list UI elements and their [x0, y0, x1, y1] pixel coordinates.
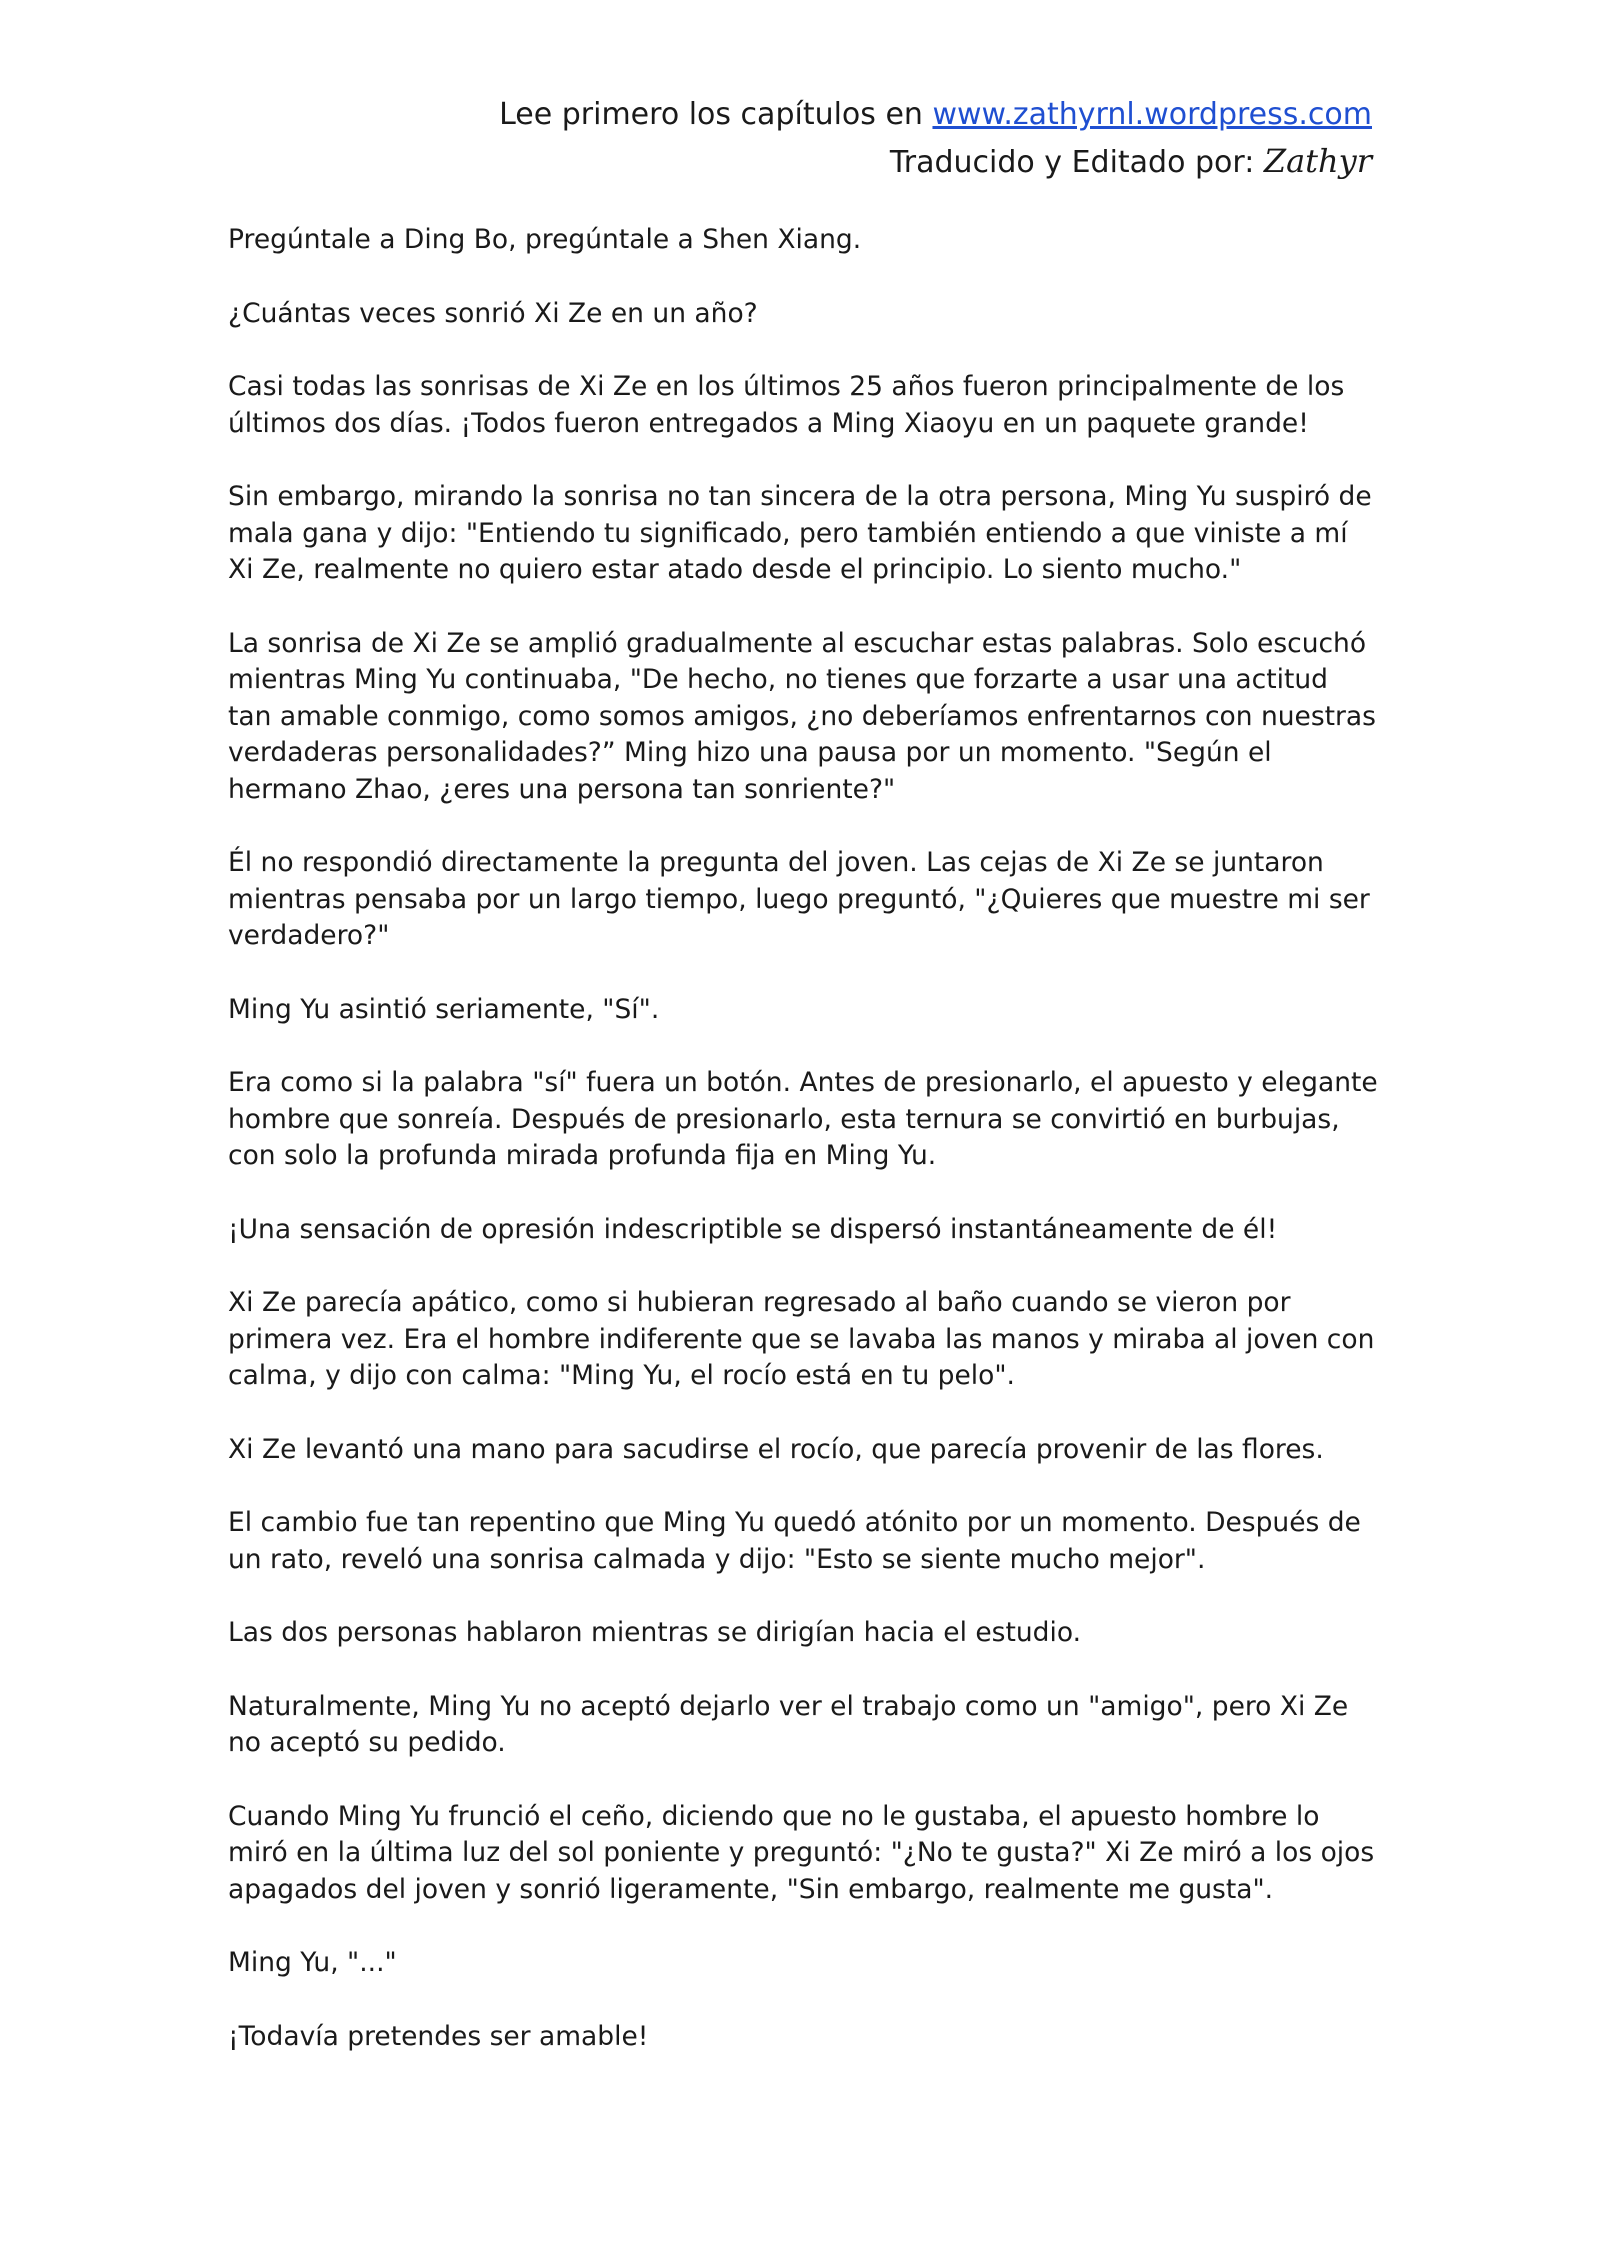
translator-name: Zathyr [1263, 142, 1372, 180]
paragraph: Era como si la palabra "sí" fuera un botón. Antes de presionarlo, el apuesto y elegante hombre que sonreía. Después de presionarlo, esta ternura se convirtió en burbujas, con solo la profunda mirada profunda fija en Ming Yu. [228, 1067, 1378, 1171]
paragraph: Pregúntale a Ding Bo, pregúntale a Shen Xiang. [228, 224, 862, 255]
paragraph: La sonrisa de Xi Ze se amplió gradualmente al escuchar estas palabras. Solo escuchó mientras Ming Yu continuaba, "De hecho, no tienes que forzarte a usar una actitud tan amable conmigo, como somos amigos, ¿no deberíamos enfrentarnos con nuestras verdaderas personalidades?” Ming hizo una pausa por un momento. "Según el hermano Zhao, ¿eres una persona tan sonriente?" [228, 627, 1376, 805]
paragraph: Xi Ze parecía apático, como si hubieran regresado al baño cuando se vieron por primera vez. Era el hombre indiferente que se lavaba las manos y miraba al joven con calma, y dijo con calma: "Ming Yu, el rocío está en tu pelo". [228, 1287, 1375, 1391]
read-first-text: Lee primero los capítulos en [499, 97, 933, 132]
paragraph: Casi todas las sonrisas de Xi Ze en los últimos 25 años fueron principalmente de los últimos dos días. ¡Todos fueron entregados a Ming Xiaoyu en un paquete grande! [228, 371, 1345, 439]
paragraph: Sin embargo, mirando la sonrisa no tan sincera de la otra persona, Ming Yu suspiró de mala gana y dijo: "Entiendo tu significado, pero también entiendo a que viniste a mí Xi Ze, realmente no quiero estar atado desde el principio. Lo siento mucho." [228, 481, 1372, 585]
blog-link[interactable]: www.zathyrnl.wordpress.com [932, 97, 1372, 132]
page-header [499, 92, 1372, 186]
paragraph: Las dos personas hablaron mientras se dirigían hacia el estudio. [228, 1617, 1082, 1648]
paragraph: Naturalmente, Ming Yu no aceptó dejarlo ver el trabajo como un "amigo", pero Xi Ze no aceptó su pedido. [228, 1690, 1349, 1758]
paragraph: Xi Ze levantó una mano para sacudirse el rocío, que parecía provenir de las flores. [228, 1433, 1324, 1465]
paragraph: ¡Todavía pretendes ser amable! [228, 2020, 649, 2052]
paragraph: Ming Yu asintió seriamente, "Sí". [228, 993, 660, 1025]
paragraph: ¡Una sensación de opresión indescriptible se dispersó instantáneamente de él! [228, 1213, 1278, 1245]
paragraph: Él no respondió directamente la pregunta del joven. Las cejas de Xi Ze se juntaron mientras pensaba por un largo tiempo, luego preguntó, "¿Quieres que muestre mi ser verdadero?" [228, 847, 1370, 951]
credits-text: Traducido y Editado por: [889, 145, 1264, 180]
chapter-body [228, 222, 1378, 2092]
paragraph: Cuando Ming Yu frunció el ceño, diciendo que no le gustaba, el apuesto hombre lo miró en la última luz del sol poniente y preguntó: "¿No te gusta?" Xi Ze miró a los ojos apagados del joven y sonrió ligeramente, "Sin embargo, realmente me gusta". [228, 1800, 1375, 1905]
paragraph: ¿Cuántas veces sonrió Xi Ze en un año? [228, 297, 758, 329]
paragraph: El cambio fue tan repentino que Ming Yu quedó atónito por un momento. Después de un rato, reveló una sonrisa calmada y dijo: "Esto se siente mucho mejor". [228, 1507, 1361, 1575]
paragraph: Ming Yu, "..." [228, 1947, 397, 1978]
read-first-line [499, 92, 1372, 138]
credits-line [499, 138, 1372, 186]
